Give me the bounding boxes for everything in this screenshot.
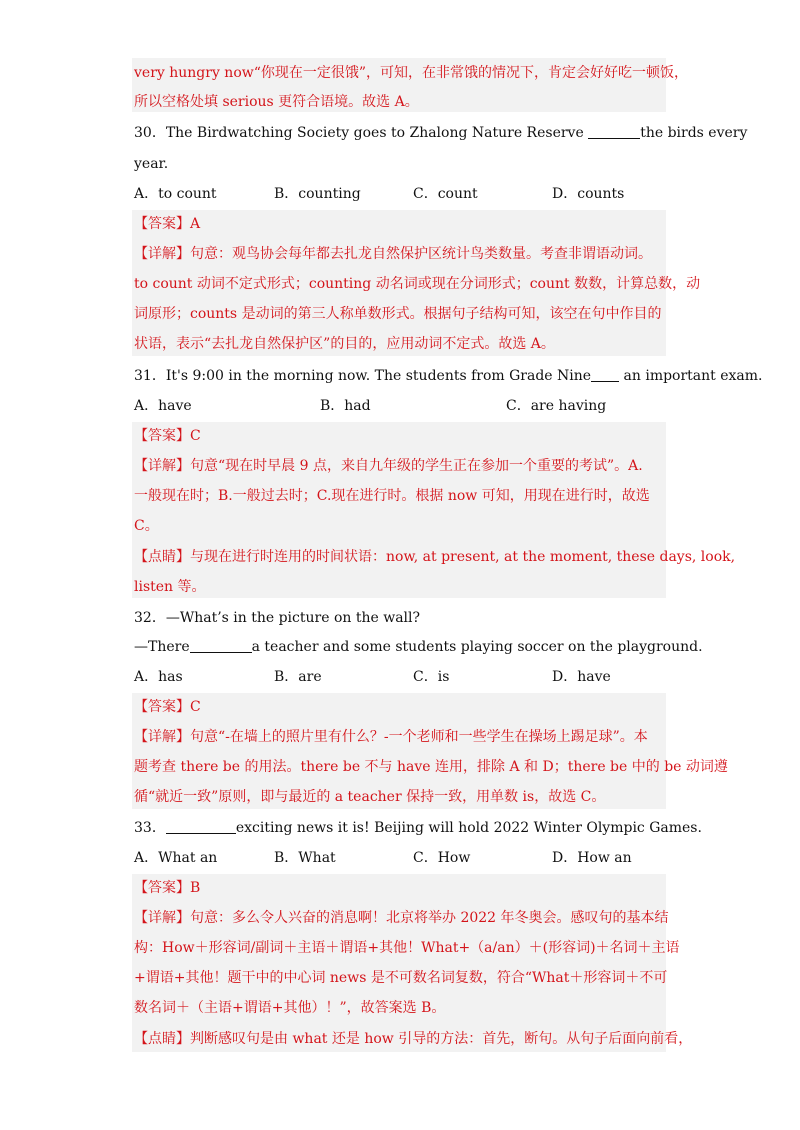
answer-label: 【答案】C [134, 699, 201, 715]
stem-text: the birds every [640, 125, 748, 141]
tip-line: 【点睛】判断感叹句是由 what 还是 how 引导的方法：首先，断句。从句子后面向前看， [134, 1031, 693, 1047]
option-b: B．had [320, 398, 371, 414]
question-30-stem-cont: year. [134, 156, 169, 172]
question-32-stem-cont [134, 637, 703, 657]
explanation-line: very hungry now“你现在一定很饿”，可知，在非常饿的情况下，肯定会好好吃一顿饭， [134, 65, 689, 81]
stem-text: 33． [134, 820, 166, 836]
explanation-line: 所以空格处填 serious 更符合语境。故选 A。 [134, 94, 419, 110]
option-c: C．is [413, 669, 450, 685]
shaded-block-q33 [132, 874, 666, 1052]
stem-text: 30．The Birdwatching Society goes to Zhalong Nature Reserve [134, 125, 589, 141]
answer-blank [190, 638, 252, 653]
option-c: C．count [413, 186, 478, 202]
detail-line: 数名词＋（主语+谓语+其他）！”，故答案选 B。 [134, 1000, 446, 1016]
question-30-stem [134, 123, 747, 143]
option-d: D．How an [552, 850, 632, 866]
detail-line: C。 [134, 518, 159, 534]
stem-text: exciting news it is! Beijing will hold 2022 Winter Olympic Games. [235, 820, 702, 836]
stem-text: —There [134, 639, 190, 655]
detail-line: to count 动词不定式形式；counting 动名词或现在分词形式；count 数数，计算总数，动 [134, 276, 701, 292]
answer-label: 【答案】A [134, 216, 201, 232]
option-a: A．What an [134, 850, 218, 866]
stem-text: 31．It's 9:00 in the morning now. The students from Grade Nine [134, 368, 592, 384]
question-33-stem [134, 818, 702, 838]
detail-line: 【详解】句意“-在墙上的照片里有什么？-一个老师和一些学生在操场上踢足球”。本 [134, 729, 648, 745]
option-d: D．have [552, 669, 611, 685]
detail-line: 一般现在时；B.一般过去时；C.现在进行时。根据 now 可知，用现在进行时，故选 [134, 488, 650, 504]
answer-label: 【答案】C [134, 428, 201, 444]
option-d: D．counts [552, 186, 625, 202]
answer-blank [591, 367, 619, 382]
option-a: A．have [134, 398, 192, 414]
question-31-stem [134, 366, 763, 386]
tip-line: 【点睛】与现在进行时连用的时间状语：now, at present, at the moment, these days, look, [134, 549, 736, 565]
option-c: C．How [413, 850, 471, 866]
shaded-block-q31 [132, 422, 666, 598]
option-b: B．What [274, 850, 336, 866]
detail-line: 【详解】句意：观鸟协会每年都去扎龙自然保护区统计鸟类数量。考查非谓语动词。 [134, 246, 652, 262]
option-b: B．counting [274, 186, 361, 202]
tip-line: listen 等。 [134, 579, 206, 595]
detail-line: 构：How＋形容词/副词＋主语＋谓语+其他！What+（a/an）＋(形容词)＋名词＋主语 [134, 940, 680, 956]
detail-line: 题考查 there be 的用法。there be 不与 have 连用，排除 A 和 D；there be 中的 be 动词遵 [134, 759, 728, 775]
option-a: A．to count [134, 186, 217, 202]
answer-blank [588, 124, 640, 139]
detail-line: 词原形；counts 是动词的第三人称单数形式。根据句子结构可知，该空在句中作目的 [134, 306, 662, 322]
question-32-stem: 32．—What’s in the picture on the wall? [134, 610, 421, 626]
stem-text: an important exam. [619, 368, 763, 384]
option-a: A．has [134, 669, 183, 685]
option-b: B．are [274, 669, 322, 685]
detail-line: 【详解】句意：多么令人兴奋的消息啊！北京将举办 2022 年冬奥会。感叹句的基本结 [134, 910, 669, 926]
detail-line: 【详解】句意“现在时早晨 9 点，来自九年级的学生正在参加一个重要的考试”。A. [134, 458, 643, 474]
option-c: C．are having [506, 398, 607, 414]
answer-blank [166, 819, 236, 834]
answer-label: 【答案】B [134, 880, 201, 896]
stem-text: a teacher and some students playing soccer on the playground. [251, 639, 703, 655]
detail-line: +谓语+其他！题干中的中心词 news 是不可数名词复数，符合“What＋形容词＋不可 [134, 970, 668, 986]
detail-line: 循“就近一致”原则，即与最近的 a teacher 保持一致，用单数 is，故选 C。 [134, 789, 606, 805]
detail-line: 状语，表示“去扎龙自然保护区”的目的，应用动词不定式。故选 A。 [134, 336, 555, 352]
